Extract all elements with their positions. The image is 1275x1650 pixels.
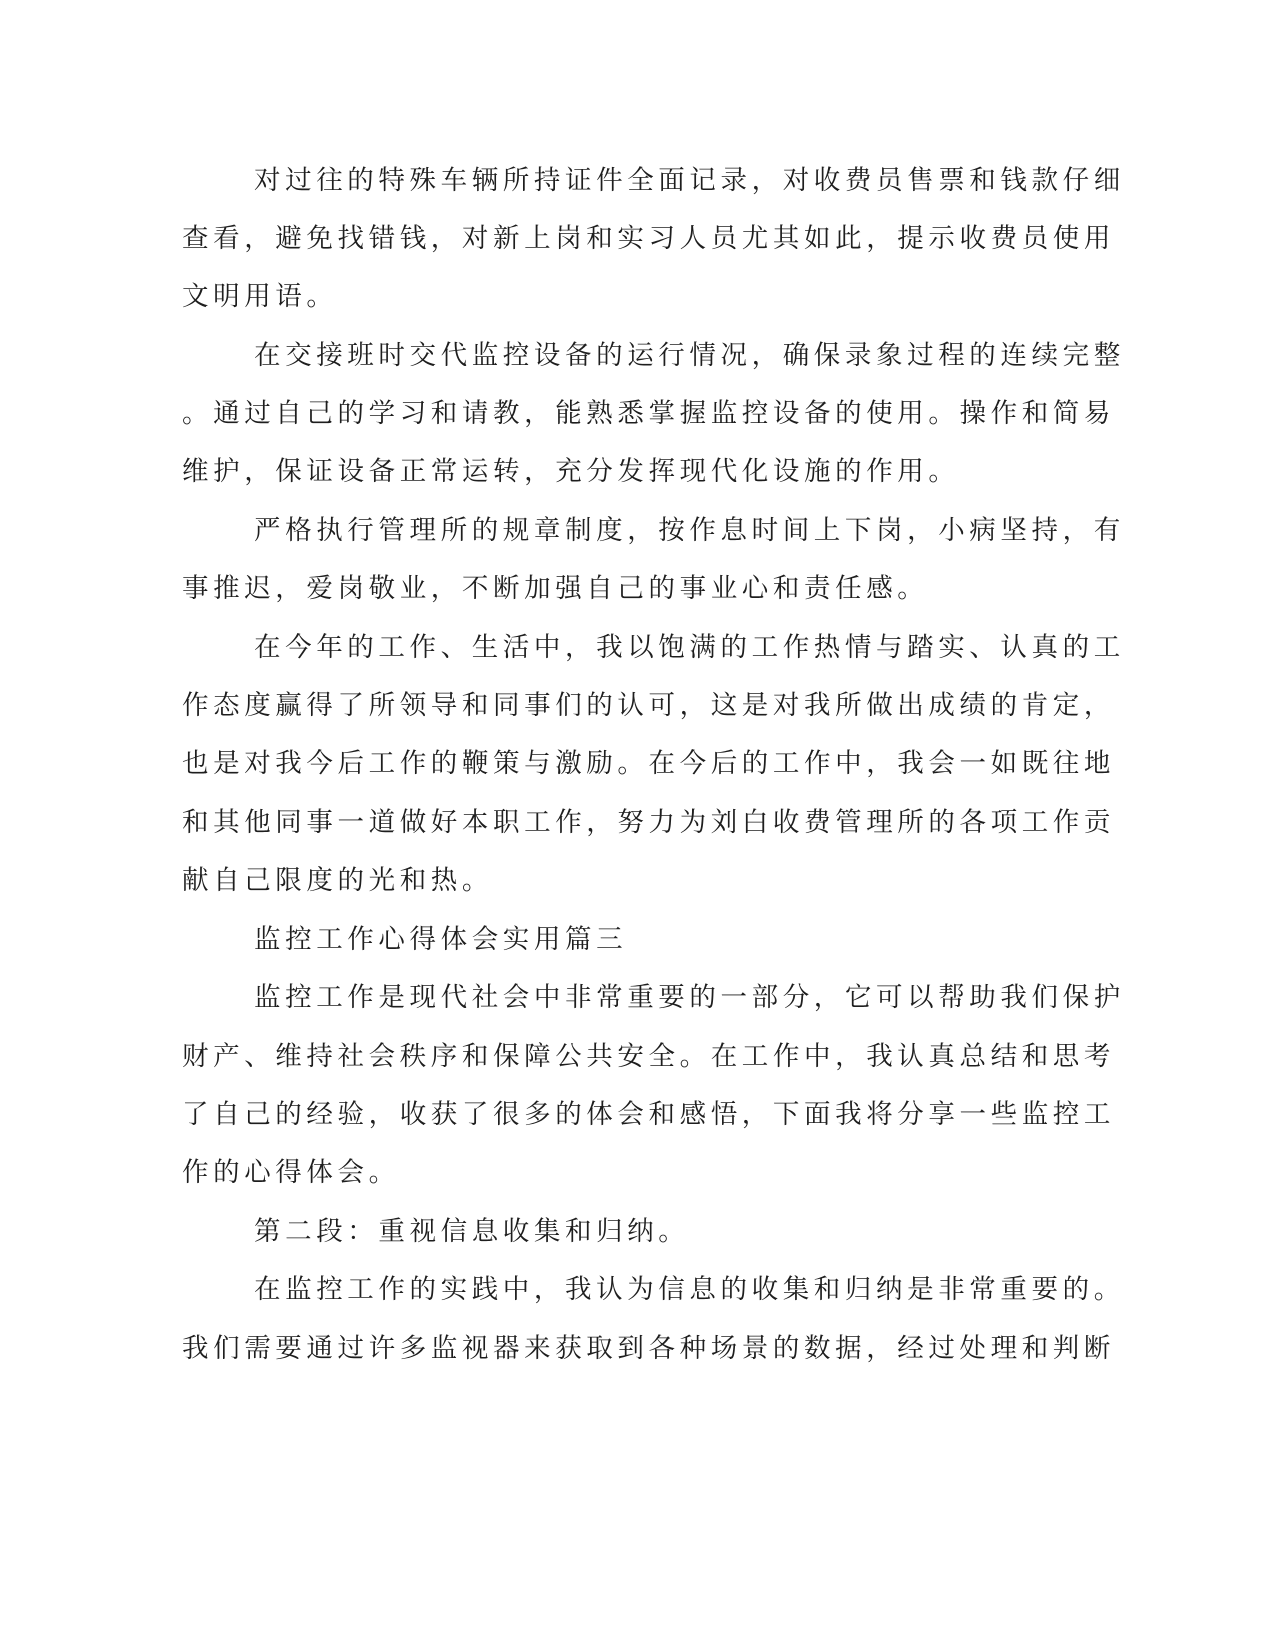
paragraph-5-line-2: 财产、维持社会秩序和保障公共安全。在工作中，我认真总结和思考 (182, 1041, 1115, 1072)
paragraph-2-line-2: 。通过自己的学习和请教，能熟悉掌握监控设备的使用。操作和简易 (182, 398, 1115, 429)
paragraph-4-line-4: 和其他同事一道做好本职工作，努力为刘白收费管理所的各项工作贡 (182, 807, 1115, 838)
paragraph-2-line-3: 维护，保证设备正常运转，充分发挥现代化设施的作用。 (182, 456, 960, 487)
paragraph-1-line-2: 查看，避免找错钱，对新上岗和实习人员尤其如此，提示收费员使用 (182, 223, 1115, 254)
paragraph-5-line-1: 监控工作是现代社会中非常重要的一部分，它可以帮助我们保护 (254, 982, 1125, 1013)
paragraph-6-line-2: 我们需要通过许多监视器来获取到各种场景的数据，经过处理和判断 (182, 1333, 1115, 1364)
paragraph-5-line-4: 作的心得体会。 (182, 1157, 400, 1188)
paragraph-4-line-1: 在今年的工作、生活中，我以饱满的工作热情与踏实、认真的工 (254, 632, 1125, 663)
paragraph-1-line-1: 对过往的特殊车辆所持证件全面记录，对收费员售票和钱款仔细 (254, 165, 1125, 196)
paragraph-4-line-2: 作态度赢得了所领导和同事们的认可，这是对我所做出成绩的肯定， (182, 690, 1115, 721)
section-heading: 监控工作心得体会实用篇三 (254, 924, 628, 955)
paragraph-4-line-5: 献自己限度的光和热。 (182, 865, 493, 896)
paragraph-3-line-1: 严格执行管理所的规章制度，按作息时间上下岗，小病坚持，有 (254, 515, 1125, 546)
paragraph-5-line-3: 了自己的经验，收获了很多的体会和感悟，下面我将分享一些监控工 (182, 1099, 1115, 1130)
subheading-second-section: 第二段：重视信息收集和归纳。 (254, 1216, 690, 1247)
paragraph-4-line-3: 也是对我今后工作的鞭策与激励。在今后的工作中，我会一如既往地 (182, 748, 1115, 779)
paragraph-6-line-1: 在监控工作的实践中，我认为信息的收集和归纳是非常重要的。 (254, 1274, 1125, 1305)
paragraph-1-line-3: 文明用语。 (182, 281, 338, 312)
paragraph-2-line-1: 在交接班时交代监控设备的运行情况，确保录象过程的连续完整 (254, 340, 1125, 371)
paragraph-3-line-2: 事推迟，爱岗敬业，不断加强自己的事业心和责任感。 (182, 573, 929, 604)
